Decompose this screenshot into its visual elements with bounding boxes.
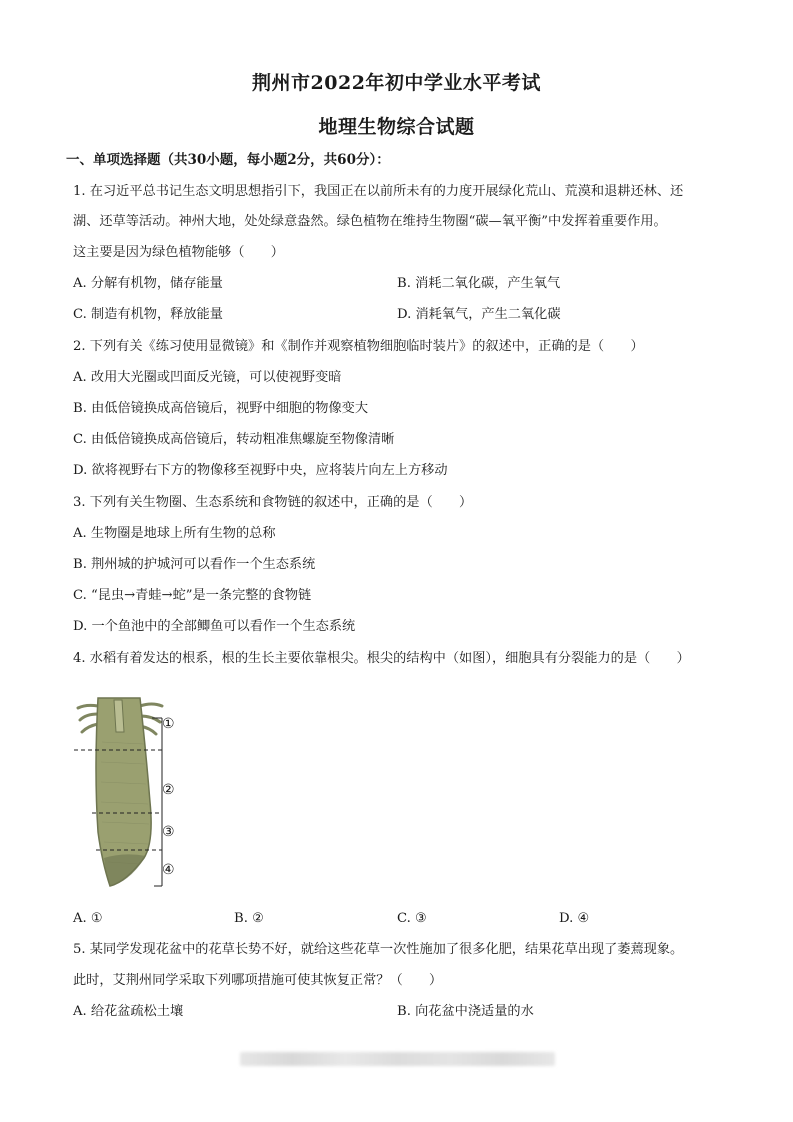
vascular-center [114,700,124,732]
exam-subtitle: 地理生物综合试题 [318,116,475,138]
question-3-option-a: A. 生物圈是地球上所有生物的总称 [73,526,276,541]
question-5-option-b: B. 向花盆中浇适量的水 [397,1004,534,1019]
question-1-line-3: 这主要是因为绿色植物能够（ ） [73,245,284,260]
question-5-option-a: A. 给花盆疏松土壤 [73,1004,184,1019]
question-1-line-1: 1. 在习近平总书记生态文明思想指引下，我国正在以前所未有的力度开展绿化荒山、荒漠和退耕还林、还 [73,184,684,199]
label-zone-1: ① [162,716,175,732]
root-tip-figure [74,692,194,888]
question-3-option-c: C. “昆虫→青蛙→蛇”是一条完整的食物链 [73,588,312,603]
question-5-line-1: 5. 某同学发现花盆中的花草长势不好，就给这些花草一次性施加了很多化肥，结果花草出现了萎蔫现象。 [73,942,684,957]
zone-bracket [152,718,162,886]
label-zone-2: ② [162,782,175,798]
exam-title: 荆州市2022年初中学业水平考试 [252,72,541,94]
question-1-option-a: A. 分解有机物，储存能量 [73,276,223,291]
question-2-option-a: A. 改用大光圈或凹面反光镜，可以使视野变暗 [73,370,342,385]
label-zone-4: ④ [162,862,175,878]
question-4-option-d: D. ④ [559,911,590,926]
question-2-option-c: C. 由低倍镜换成高倍镜后，转动粗准焦螺旋至物像清晰 [73,432,395,447]
root-tip-diagram [74,692,194,888]
question-3-line-1: 3. 下列有关生物圈、生态系统和食物链的叙述中，正确的是（ ） [73,495,473,510]
question-1-option-d: D. 消耗氧气，产生二氧化碳 [397,307,561,322]
section-heading: 一、单项选择题（共30小题，每小题2分，共60分）： [66,152,390,168]
question-3-option-b: B. 荆州城的护城河可以看作一个生态系统 [73,557,316,572]
question-4-line-1: 4. 水稻有着发达的根系，根的生长主要依靠根尖。根尖的结构中（如图），细胞具有分裂能力的是（ ） [73,651,690,666]
question-4-option-c: C. ③ [397,911,427,926]
blurred-footer-watermark [240,1052,555,1066]
label-zone-3: ③ [162,824,175,840]
question-5-line-2: 此时，艾荆州同学采取下列哪项措施可使其恢复正常？（ ） [73,973,443,988]
question-2-line-1: 2. 下列有关《练习使用显微镜》和《制作并观察植物细胞临时装片》的叙述中，正确的是（ ） [73,339,644,354]
question-3-option-d: D. 一个鱼池中的全部鲫鱼可以看作一个生态系统 [73,619,356,634]
question-1-option-b: B. 消耗二氧化碳，产生氧气 [397,276,561,291]
question-1-option-c: C. 制造有机物，释放能量 [73,307,223,322]
question-4-option-a: A. ① [73,911,103,926]
question-1-line-2: 湖、还草等活动。神州大地，处处绿意盎然。绿色植物在维持生物圈“碳—氧平衡”中发挥着重要作用。 [73,214,667,229]
question-2-option-b: B. 由低倍镜换成高倍镜后，视野中细胞的物像变大 [73,401,369,416]
question-4-option-b: B. ② [234,911,264,926]
question-2-option-d: D. 欲将视野右下方的物像移至视野中央，应将装片向左上方移动 [73,463,448,478]
root-cap [104,854,146,886]
